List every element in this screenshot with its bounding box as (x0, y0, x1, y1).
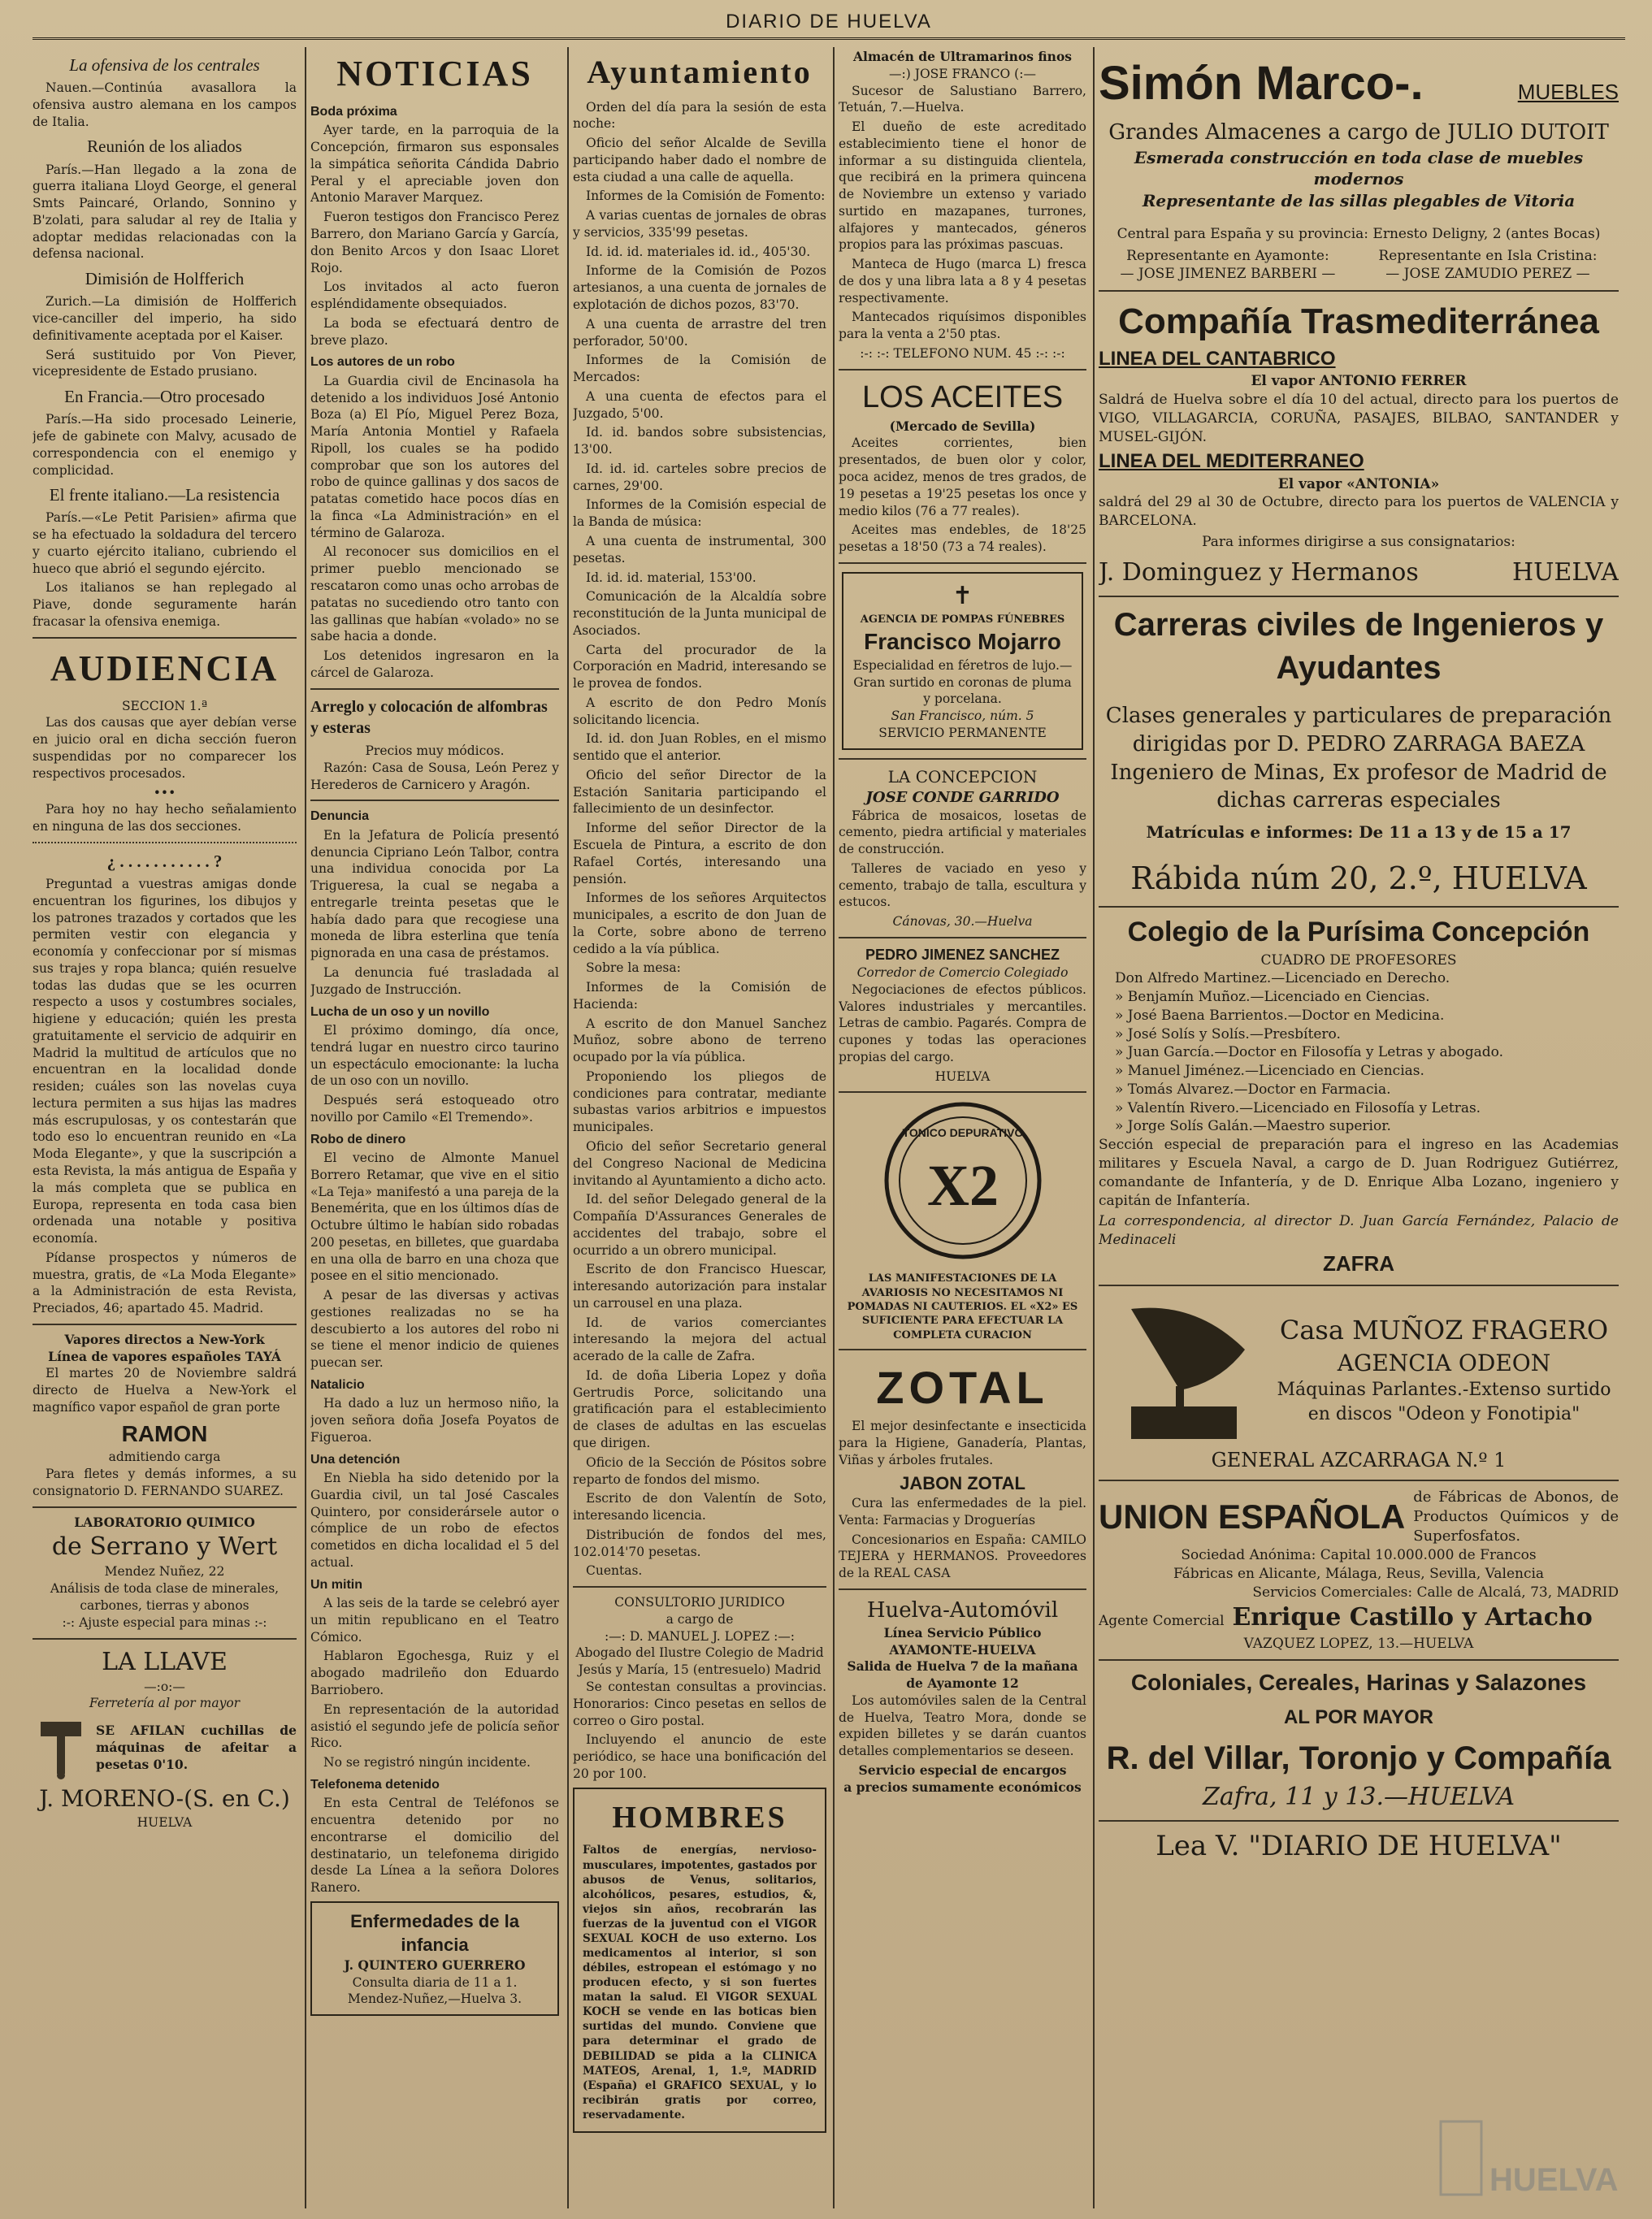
paragraph: Id. de varios comerciantes interesando la mejora del actual acerado de la calle de Zafra. (573, 1315, 826, 1364)
paragraph: Distribución de fondos del mes, 102.014'70 pesetas. (573, 1527, 826, 1559)
paragraph: Escrito de don Valentín de Soto, interesando licencia. (573, 1491, 826, 1523)
professor-item: » Manuel Jiménez.—Licenciado en Ciencias. (1115, 1063, 1424, 1080)
ad-line: MUEBLES (1517, 80, 1619, 104)
ad-title: Huelva-Automóvil (866, 1597, 1059, 1623)
paragraph: Concesionarios en España: CAMILO TEJERA y HERMANOS. Proveedores de la REAL CASA (839, 1532, 1086, 1581)
ad-line: J. QUINTERO GUERRERO (344, 1957, 526, 1973)
professor-list (1099, 969, 1619, 1136)
paragraph: A escrito de don Pedro Monís solicitando licencia. (573, 695, 826, 727)
paragraph: Zurich.—La dimisión de Holfferich vice-canciller del imperio, ha sido definitivamente aceptada por el Kaiser. (33, 294, 297, 343)
paragraph: Será sustituido por Von Piever, vicepresidente de Estado prusiano. (33, 347, 297, 379)
professor-item: Don Alfredo Martinez.—Licenciado en Derecho. (1115, 970, 1450, 987)
paragraph: En Niebla ha sido detenido por la Guardia civil, un tal José Cascales Quintero, por considerársele autor o cómplice de un robo de efectos cometidos en dicha localidad el 5 del actual. (310, 1471, 559, 1570)
paragraph: Los italianos se han replegado al Piave, donde seguramente harán fracasar la ofensiva enemiga. (33, 580, 297, 629)
ad-title: Arreglo y colocación de alfombras y esteras (310, 697, 548, 738)
ad-line: SERVICIO PERMANENTE (878, 725, 1047, 740)
ad-line: HUELVA (1511, 557, 1619, 587)
watermark-logo (1433, 2113, 1619, 2203)
ad-line: Grandes Almacenes a cargo de JULIO DUTOIT (1108, 119, 1609, 145)
ad-line: J. Dominguez y Hermanos (1099, 557, 1419, 587)
ad-line: Línea de vapores españoles TAYÁ (48, 1348, 281, 1364)
watermark-text: HUELVA (1489, 2162, 1619, 2198)
ad-line: VAZQUEZ LOPEZ, 13.—HUELVA (1243, 1635, 1474, 1652)
ad-line: Corredor de Comercio Colegiado (856, 965, 1069, 981)
ad-line: Salida de Huelva 7 de la mañana de Ayamonte 12 (847, 1658, 1078, 1692)
ad-line: AL POR MAYOR (1283, 1705, 1434, 1728)
ad-line: Precios muy módicos. (365, 743, 505, 759)
ad-line: Lea V. "DIARIO DE HUELVA" (1156, 1829, 1562, 1862)
paragraph: Sobre la mesa: (586, 960, 681, 976)
ad-title: Enrique Castillo y Artacho (1232, 1603, 1593, 1632)
paragraph: Id. id. id. materiales id. id., 405'30. (586, 244, 811, 259)
ad-line: Ferretería al por mayor (89, 1696, 241, 1711)
paragraph: En representación de la autoridad asistió el segundo jefe de policía señor Rico. (310, 1701, 559, 1751)
headline: Reunión de los aliados (87, 137, 242, 157)
paragraph: Faltos de energías, nervioso-musculares, impotentes, gastados por abusos de Venus, solitarios, alcohólicos, pesares, estudios, &, viejos sin años, recobrarán las fuerzas de la juventud con el VIGOR SEXUAL KOCH de uso externo. Los medicamentos al interior, si son débiles, estropean el estómago y no producen efecto, y si son fuertes matan la salud. El VIGOR SEXUAL KOCH se vende en las boticas bien surtidas del mundo. Conviene que para determinar el grado de DEBILIDAD se pida a la CLINICA MATEOS, Arenal, 1, 1.º, MADRID (España) el GRAFICO SEXUAL, y lo recibirán gratis por correo, reservadamente. (583, 1844, 817, 2121)
subheading: SECCION 1.ª (121, 698, 208, 713)
paragraph: Id. id. id. material, 153'00. (586, 570, 757, 585)
paragraph: Mantecados riquísimos disponibles para la venta a 2'50 ptas. (839, 310, 1086, 342)
ad-line: Mendez Nuñez, 22 (104, 1564, 225, 1580)
column-5 (1099, 49, 1619, 2210)
column-3 (573, 49, 826, 2210)
paragraph: Los detenidos ingresaron en la cárcel de Galaroza. (310, 648, 559, 680)
paragraph: Informes de la Comisión de Hacienda: (573, 980, 826, 1012)
paragraph: Cura las enfermedades de la piel. Venta: Farmacias y Droguerías (839, 1496, 1086, 1528)
paragraph: Escrito de don Francisco Huescar, interesando autorización para instalar un carrousel en una plaza. (573, 1262, 826, 1311)
ad-line: Especialidad en féretros de lujo.—Gran surtido en coronas de pluma y porcelana. (852, 657, 1073, 707)
ad-line: Central para España y su provincia: Ernesto Deligny, 2 (antes Bocas) (1117, 225, 1601, 242)
paragraph: París.—«Le Petit Parisien» afirma que se ha efectuado la soldadura del tercero y cuarto ejército italiano, cubriendo el hueco que abrió el segundo ejército. (33, 510, 297, 576)
ad-line: SE AFILAN cuchillas de máquinas de afeitar a pesetas 0'10. (96, 1723, 297, 1772)
paragraph: Los invitados al acto fueron espléndidamente obsequiados. (310, 280, 559, 312)
ad-title: Compañía Trasmediterránea (1118, 301, 1599, 342)
paragraph: Informes de los señores Arquitectos municipales, a escrito de don Juan de la Corte, sobre abono de terreno cedido a la vía pública. (573, 891, 826, 956)
paragraph: Oficio de la Sección de Pósitos sobre reparto de fondos del mismo. (573, 1454, 826, 1487)
paragraph: Preguntad a vuestras amigas donde encuentran los figurines, los dibujos y los patrones trazados y cortados que les permiten vestir con elegancia y economía y confeccionar por sí mismas sus trajes y ropa blanca; quién resuelve todas las dudas que se les ocurren respecto a usos y costumbres sociales, higiene y educación; quién les presta gratuitamente el servicio de adquirir en Madrid la multitud de artículos que no encuentran en la localidad donde residen; cuáles son las novelas cuya lectura permiten a sus hijas las madres más escrupulosas, y os contestarán que todo eso lo encuentran reunido en «La Moda Elegante», y que la suscripción a esta Revista, la más antigua de España y la más completa que se publica en Europa, representa en toda casa bien ordenada una notable y positiva economía. (33, 876, 297, 1246)
ad-line: Consulta diaria de 11 a 1. (352, 1974, 518, 1990)
paragraph: Comunicación de la Alcaldía sobre reconstitución de la Junta municipal de Asociados. (573, 589, 826, 638)
professor-item: » José Baena Barrientos.—Doctor en Medicina. (1115, 1007, 1445, 1024)
column-rule (833, 47, 835, 2208)
paragraph: Sección especial de preparación para el ingreso en las Academias militares y Escuela Naval, a cargo de D. Juan Rodriguez Gutiérrez, comandante de Infantería, y de D. Enrique Alba Lozano, ingeniero y capitán de Infantería. (1099, 1137, 1619, 1209)
ad-line: Fábricas en Alicante, Málaga, Reus, Sevilla, Valencia (1173, 1565, 1545, 1582)
headline: En Francia.—Otro procesado (64, 387, 265, 407)
ad-title: ZOTAL (876, 1362, 1049, 1414)
paragraph: París.—Han llegado a la zona de guerra italiana Lloyd George, el general Smts Paincaré, Orlando, Sonnino y B'zolati, para saludar al rey de Italia y adoptar medidas relacionadas con la defensa nacional. (33, 162, 297, 262)
paragraph: La boda se efectuará dentro de breve plazo. (310, 315, 559, 348)
professor-item: » Juan García.—Doctor en Filosofía y Letras y abogado. (1115, 1044, 1504, 1061)
paragraph: A las seis de la tarde se celebró ayer un mitin republicano en el Teatro Cómico. (310, 1596, 559, 1645)
paragraph: París.—Ha sido procesado Leinerie, jefe de gabinete con Malvy, acusado de correspondencia con el enemigo y complicidad. (33, 412, 297, 478)
column-rule (305, 47, 306, 2208)
paragraph: Proponiendo los pliegos de condiciones para contratar, mediante subastas varios arbitrios e impuestos municipales. (573, 1068, 826, 1135)
ad-line: Esmerada construcción en toda clase de muebles modernos (1134, 147, 1584, 189)
paragraph: Aceites mas endebles, de 18'25 pesetas a 18'50 (73 a 74 reales). (839, 522, 1086, 555)
paragraph: La Guardia civil de Encinasola ha detenido a los individuos José Antonio Boza (a) El Pío, Miguel Perez Boza, María Antonia Montiel y Rafaela Ripoll, los cuales se ha podido comprobar que son los autores del robo de quince gallinas y dos sacos de patatas cometido hace pocos días en la finca «La Administración» en el término de Galaroza. (310, 373, 559, 540)
ad-line: Mendez-Nuñez,—Huelva 3. (347, 1991, 522, 2007)
ad-line: (Mercado de Sevilla) (889, 418, 1036, 434)
subheading: Denuncia (310, 809, 370, 824)
paragraph: A una cuenta de efectos para el Juzgado, 5'00. (573, 388, 826, 421)
column-2 (310, 49, 559, 2210)
paragraph: Id. id. don Juan Robles, en el mismo sentido que el anterior. (573, 731, 826, 764)
ad-line: Cánovas, 30.—Huelva (892, 914, 1033, 930)
ad-line: Abogado del Ilustre Colegio de Madrid Jesús y María, 15 (entresuelo) Madrid (575, 1645, 824, 1678)
seal-mark: X2 (926, 1153, 999, 1219)
paragraph: Manteca de Hugo (marca L) fresca de dos y una libra lata a 8 y 4 pesetas respectivamente. (839, 257, 1086, 306)
ad-title: Almacén de Ultramarinos finos (852, 49, 1073, 64)
column-4 (839, 49, 1086, 2210)
paragraph: Hablaron Egochesga, Ruiz y el abogado madrileño don Eduardo Barriobero. (310, 1649, 559, 1697)
paragraph: Ha dado a luz un hermoso niño, la joven señora doña Josefa Poyatos de Figueroa. (310, 1396, 559, 1445)
ad-line: Vapores directos a New-York (64, 1331, 265, 1347)
ad-line: LABORATORIO QUIMICO (74, 1514, 255, 1530)
ad-title: Enfermedades de la infancia (350, 1910, 519, 1956)
cross-icon: ✝ (952, 581, 973, 610)
ad-line: La correspondencia, al director D. Juan García Fernández, Palacio de Medinaceli (1099, 1213, 1619, 1249)
paragraph: Razón: Casa de Sousa, León Perez y Herederos de Carnicero y Aragón. (310, 760, 559, 792)
ad-line: Servicio especial de encargos (858, 1762, 1067, 1778)
paragraph: Fábrica de mosaicos, losetas de cemento, piedra artificial y materiales de construcción. (839, 808, 1086, 857)
ad-title: PEDRO JIMENEZ SANCHEZ (865, 947, 1060, 964)
ad-line: :-: Ajuste especial para minas :-: (62, 1614, 267, 1630)
column-rule (567, 47, 569, 2208)
column-1 (33, 49, 297, 2210)
paragraph: Después será estoqueado otro novillo por Camilo «El Tremendo». (310, 1093, 559, 1125)
ad-title: LA CONCEPCION (887, 766, 1038, 787)
ad-title: Simón Marco-. (1099, 57, 1424, 110)
ad-line: Línea Servicio Público (883, 1624, 1042, 1640)
subheading: Boda próxima (310, 104, 397, 119)
ad-title: de Serrano y Wert (51, 1532, 278, 1562)
subheading: Telefonema detenido (310, 1777, 440, 1792)
paragraph: No se registró ningún incidente. (323, 1755, 531, 1770)
ad-line: Servicios Comerciales: Calle de Alcalá, 73, MADRID (1252, 1584, 1619, 1601)
ad-line: Máquinas Parlantes.-Extenso surtido en discos "Odeon y Fonotipia" (1277, 1380, 1611, 1424)
ad-title: R. del Villar, Toronjo y Compañía (1106, 1740, 1611, 1777)
paragraph: Oficio del señor Director de la Estación Sanitaria participando el fallecimiento de un desinfector. (573, 767, 826, 817)
paragraph: A pesar de las diversas y activas gestiones realizadas no se ha descubierto a los autores del robo ni se tiene el menor indicio de quienes puecan ser. (310, 1288, 559, 1371)
ad-line: a precios sumamente económicos (843, 1779, 1082, 1795)
seal-label: TONICO DEPURATIVO (902, 1126, 1023, 1140)
ad-title: HOMBRES (612, 1800, 787, 1835)
section-title: Ayuntamiento (587, 54, 813, 90)
paragraph: Incluyendo el anuncio de este periódico, se hace una bonificación del 20 por 100. (573, 1732, 826, 1781)
paragraph: Oficio del señor Secretario general del Congreso Nacional de Medicina invitando al Ayuntamiento a dicho acto. (573, 1139, 826, 1188)
paragraph: El martes 20 de Noviembre saldrá directo de Huelva a New-York el magnífico vapor español de gran porte (33, 1366, 297, 1415)
paragraph: A escrito de don Manuel Sanchez Muñoz, sobre abono de terreno ocupado por la vía pública. (573, 1016, 826, 1065)
ad-line: El vapor «ANTONIA» (1277, 475, 1440, 492)
column-rule (1093, 47, 1095, 2208)
paragraph: Sucesor de Salustiano Barrero, Tetuán, 7.—Huelva. (839, 83, 1086, 115)
ad-line: Clases generales y particulares de preparación dirigidas por D. PEDRO ZARRAGA BAEZA (1105, 704, 1612, 756)
professor-item: » Tomás Alvarez.—Doctor en Farmacia. (1115, 1081, 1391, 1098)
separator: ••• (153, 785, 176, 800)
paragraph: Informes de la Comisión de Fomento: (586, 189, 826, 204)
ad-title: Coloniales, Cereales, Harinas y Salazones (1130, 1670, 1587, 1696)
ad-line: LINEA DEL CANTABRICO (1099, 348, 1336, 371)
paragraph: Informe del señor Director de la Escuela de Pintura, a escrito de don Rafael Cortés, interesando una pensión. (573, 821, 826, 886)
ad-line: Matrículas e informes: De 11 a 13 y de 15 a 17 (1146, 822, 1572, 843)
headline: La ofensiva de los centrales (69, 55, 260, 75)
paragraph: Ayer tarde, en la parroquia de la Concepción, firmaron sus esponsales la simpática señorita Cándida Dabrio Peral y el apreciable joven don Antonio Maraver Marquez. (310, 123, 559, 206)
paragraph: Orden del día para la sesión de esta noche: (573, 99, 826, 132)
paragraph: El vecino de Almonte Manuel Borrero Retamar, que vive en el sitio «La Teja» manifestó a una pareja de la Benemérita, que en los últimos días de Octubre último le habían sido robadas 200 pesetas, en billetes, que guardaba en una olla de barro en una choza que posee en el sitio mencionado. (310, 1151, 559, 1284)
paragraph: Talleres de vaciado en yeso y cemento, trabajo de talla, escultura y estucos. (839, 860, 1086, 910)
ad-line: El vapor ANTONIO FERRER (1251, 373, 1467, 390)
ad-line: de Fábricas de Abonos, de Productos Químicos y de Superfosfatos. (1413, 1488, 1619, 1545)
paragraph: La denuncia fué trasladada al Juzgado de Instrucción. (310, 965, 559, 997)
professor-item: » José Solís y Solís.—Presbítero. (1115, 1025, 1341, 1042)
ad-line: LINEA DEL MEDITERRANEO (1099, 450, 1364, 473)
ad-line: Análisis de toda clase de minerales, carbones, tierras y abonos (50, 1581, 280, 1613)
ad-line: HUELVA (137, 1814, 193, 1830)
paragraph: Oficio del señor Alcalde de Sevilla participando haber dado el nombre de esta ciudad a una calle de aquella. (573, 136, 826, 184)
paragraph: Informe de la Comisión de Pozos artesianos, a una cuenta de jornales de explotación de dichos pozos, 83'70. (573, 263, 826, 313)
paragraph: Los automóviles salen de la Central de Huelva, Teatro Mora, donde se expiden billetes y se darán cuantos detalles complementarios se deseen. (839, 1692, 1086, 1759)
paragraph: Nauen.—Continúa avasallora la ofensiva austro alemana en los campos de Italia. (33, 80, 297, 129)
ad-line: CUADRO DE PROFESORES (1260, 951, 1457, 969)
ad-line: LAS MANIFESTACIONES DE LA AVARIOSIS NO NECESITAMOS NI POMADAS NI CAUTERIOS. EL «X2» ES SUFICIENTE PARA EFECTUAR LA COMPLETA CURACION (847, 1272, 1078, 1341)
ad-line: Zafra, 11 y 13.—HUELVA (1202, 1782, 1515, 1811)
ad-title: Colegio de la Purísima Concepción (1127, 917, 1590, 948)
ad-title: J. MORENO-(S. en C.) (39, 1785, 290, 1813)
subheading: Una detención (310, 1452, 401, 1467)
paragraph: Saldrá de Huelva sobre el día 10 del actual, directo para los puertos de VIGO, VILLAGARCIA, CORUÑA, PASAJES, BILBAO, SANTANDER y MUSEL-GIJÓN. (1099, 392, 1619, 445)
paragraph: Id. id. bandos sobre subsistencias, 13'00. (573, 425, 826, 457)
paragraph: Fueron testigos don Francisco Perez Barrero, don Mariano García y García, don Benito Arcos y don Isaac Lloret Rojo. (310, 210, 559, 275)
ad-title: JABON ZOTAL (900, 1472, 1025, 1493)
headline: Dimisión de Holfferich (85, 269, 245, 289)
headline: ¿ . . . . . . . . . . . ? (106, 851, 223, 871)
ad-line: Para informes dirigirse a sus consignatarios: (1202, 533, 1515, 550)
paragraph: saldrá del 29 al 30 de Octubre, directo para los puertos de VALENCIA y BARCELONA. (1099, 494, 1619, 530)
paragraph: Informes de la Comisión de Mercados: (573, 353, 826, 385)
paragraph: Para hoy no hay hecho señalamiento en ninguna de las dos secciones. (33, 802, 297, 834)
subheading: Robo de dinero (310, 1132, 406, 1146)
paragraph: En la Jefatura de Policía presentó denuncia Cipriano León Talbor, contra una individua conocida por La Trigueresa, la cual se negaba a entregarle treinta pesetas que le había dado para que recogiese una moneda de libra esterlina que tenía pignorada en una casa de préstamos. (310, 827, 559, 961)
razor-icon (33, 1715, 89, 1780)
ad-line: Representante de las sillas plegables de Vitoria (1142, 191, 1576, 211)
subheading: Los autores de un robo (310, 355, 455, 370)
ad-line: Sociedad Anónima: Capital 10.000.000 de Francos (1181, 1547, 1537, 1564)
masthead: DIARIO DE HUELVA (33, 7, 1625, 40)
ad-line: a cargo de (666, 1611, 734, 1627)
ad-line: Representante en Ayamonte: (1126, 247, 1329, 264)
depurativo-seal-icon (882, 1099, 1044, 1262)
headline: El frente italiano.—La resistencia (49, 485, 280, 505)
paragraph: A varias cuentas de jornales de obras y servicios, 335'99 pesetas. (573, 208, 826, 240)
ad-line: AGENCIA ODEON (1337, 1349, 1551, 1376)
paragraph: El próximo domingo, día once, tendrá lugar en nuestro circo taurino un espectáculo emocionante: la lucha de un oso con un novillo. (310, 1022, 559, 1089)
paragraph: Informes de la Comisión especial de la Banda de música: (573, 497, 826, 530)
gramophone-icon (1099, 1293, 1261, 1447)
paragraph: Al reconocer sus domicilios en el primer pueblo mencionado se rescataron como unas ocho arrobas de patatas no sucediendo otro tanto con las gallinas que habían «volado» no se sabe hacia a donde. (310, 544, 559, 644)
paragraph: Cuentas. (586, 1563, 643, 1579)
professor-item: » Valentín Rivero.—Licenciado en Filosofía y Letras. (1115, 1099, 1481, 1116)
paragraph: Id. de doña Liberia Lopez y doña Gertrudis Porce, solicitando una gratificación para el establecimiento de clases de adultas en las escuelas que dirigen. (573, 1367, 826, 1451)
paragraph: Para fletes y demás informes, a su consignatorio D. FERNANDO SUAREZ. (33, 1466, 297, 1498)
subheading: Natalicio (310, 1377, 365, 1392)
ad-title: Francisco Mojarro (864, 629, 1061, 655)
ad-line: ZAFRA (1322, 1250, 1395, 1276)
ship-name: RAMON (121, 1420, 208, 1446)
ad-line: Agente Comercial (1099, 1613, 1225, 1630)
ad-line: Representante en Isla Cristina: (1378, 247, 1598, 264)
paragraph: A una cuenta de instrumental, 300 pesetas. (573, 533, 826, 566)
paragraph: Carta del procurador de la Corporación en Madrid, interesando se le provea de fondos. (573, 642, 826, 691)
paragraph: Aceites corrientes, bien presentados, de buen olor y color, poca acidez, menos de tres grados, de 19 pesetas a 19'25 pesetas los once y medio kilos (76 a 77 reales). (839, 436, 1086, 518)
ad-line: JOSE CONDE GARRIDO (865, 788, 1060, 806)
ad-title: Casa MUÑOZ FRAGERO (1279, 1314, 1609, 1346)
ad-line: — JOSE JIMENEZ BARBERI — (1120, 266, 1336, 283)
ad-line: :-: :-: TELEFONO NUM. 45 :-: :-: (860, 346, 1065, 362)
paragraph: Se contestan consultas a provincias. Honorarios: Cinco pesetas en sellos de correo o Giro postal. (573, 1679, 826, 1728)
paragraph: El dueño de este acreditado establecimiento tiene el honor de informar a su distinguida clientela, que recibirá en la primera quincena de Noviembre un extenso y variado surtido en mazapanes, turrones, alfajores y mantecados, géneros propios para las próximas pascuas. (839, 119, 1086, 253)
professor-item: » Benjamín Muñoz.—Licenciado en Ciencias. (1115, 989, 1430, 1006)
ad-line: :—: D. MANUEL J. LOPEZ :—: (604, 1628, 796, 1644)
subheading: Un mitin (310, 1577, 362, 1592)
ad-line: AGENCIA DE POMPAS FÚNEBRES (860, 613, 1065, 626)
paragraph: Id. id. id. carteles sobre precios de carnes, 29'00. (573, 461, 826, 493)
paragraph: Negociaciones de efectos públicos. Valores industriales y mercantiles. Letras de cambio. Pagarés. Compra de cupones y todas las operaciones propias del cargo. (839, 982, 1086, 1064)
paragraph: El mejor desinfectante e insecticida para la Higiene, Ganadería, Plantas, Viñas y árboles frutales. (839, 1419, 1086, 1467)
paragraph: En esta Central de Teléfonos se encuentra detenido por no encontrarse el domicilio del destinatario, un telefonema dirigido desde La Línea a la señora Dolores Ranero. (310, 1796, 559, 1896)
paragraph: Las dos causas que ayer debían verse en juicio oral en dicha sección fueron suspendidas por no comparecer los respectivos procesados. (33, 715, 297, 781)
ad-line: San Francisco, núm. 5 (891, 709, 1034, 724)
paragraph: A una cuenta de arrastre del tren perforador, 50'00. (573, 316, 826, 349)
ad-line: —:) JOSE FRANCO (:— (889, 66, 1036, 81)
ad-line: — JOSE ZAMUDIO PEREZ — (1385, 266, 1590, 283)
paragraph: Pídanse prospectos y números de muestra, gratis, de «La Moda Elegante» a la Administración de esta Revista, Preciados, 46; apartado 45. Madrid. (33, 1250, 297, 1316)
paragraph: Id. del señor Delegado general de la Compañía D'Assurances Generales de accidentes del trabajo, sobre el ocurrido a un obrero municipal. (573, 1192, 826, 1258)
ad-line: HUELVA (934, 1068, 991, 1084)
ad-line: admitiendo carga (108, 1450, 221, 1465)
section-title: NOTICIAS (336, 54, 533, 93)
ad-line: AYAMONTE-HUELVA (889, 1641, 1036, 1658)
ad-title: LOS ACEITES (861, 379, 1064, 414)
ad-line: Rábida núm 20, 2.º, HUELVA (1130, 860, 1587, 897)
ad-line: Ingeniero de Minas, Ex profesor de Madrid de dichas carreras especiales (1110, 760, 1607, 813)
ad-line: GENERAL AZCARRAGA N.º 1 (1211, 1448, 1507, 1471)
ad-title: Carreras civiles de Ingenieros y Ayudantes (1113, 606, 1604, 687)
subheading: Lucha de un oso y un novillo (310, 1004, 490, 1019)
ad-title: UNION ESPAÑOLA (1099, 1497, 1406, 1536)
professor-item: » Jorge Solís Galán.—Maestro superior. (1115, 1118, 1391, 1135)
ad-title: LA LLAVE (102, 1647, 228, 1676)
ad-title: CONSULTORIO JURIDICO (614, 1595, 785, 1610)
section-title: AUDIENCIA (50, 648, 280, 688)
ad-line: —:o:— (144, 1679, 185, 1694)
